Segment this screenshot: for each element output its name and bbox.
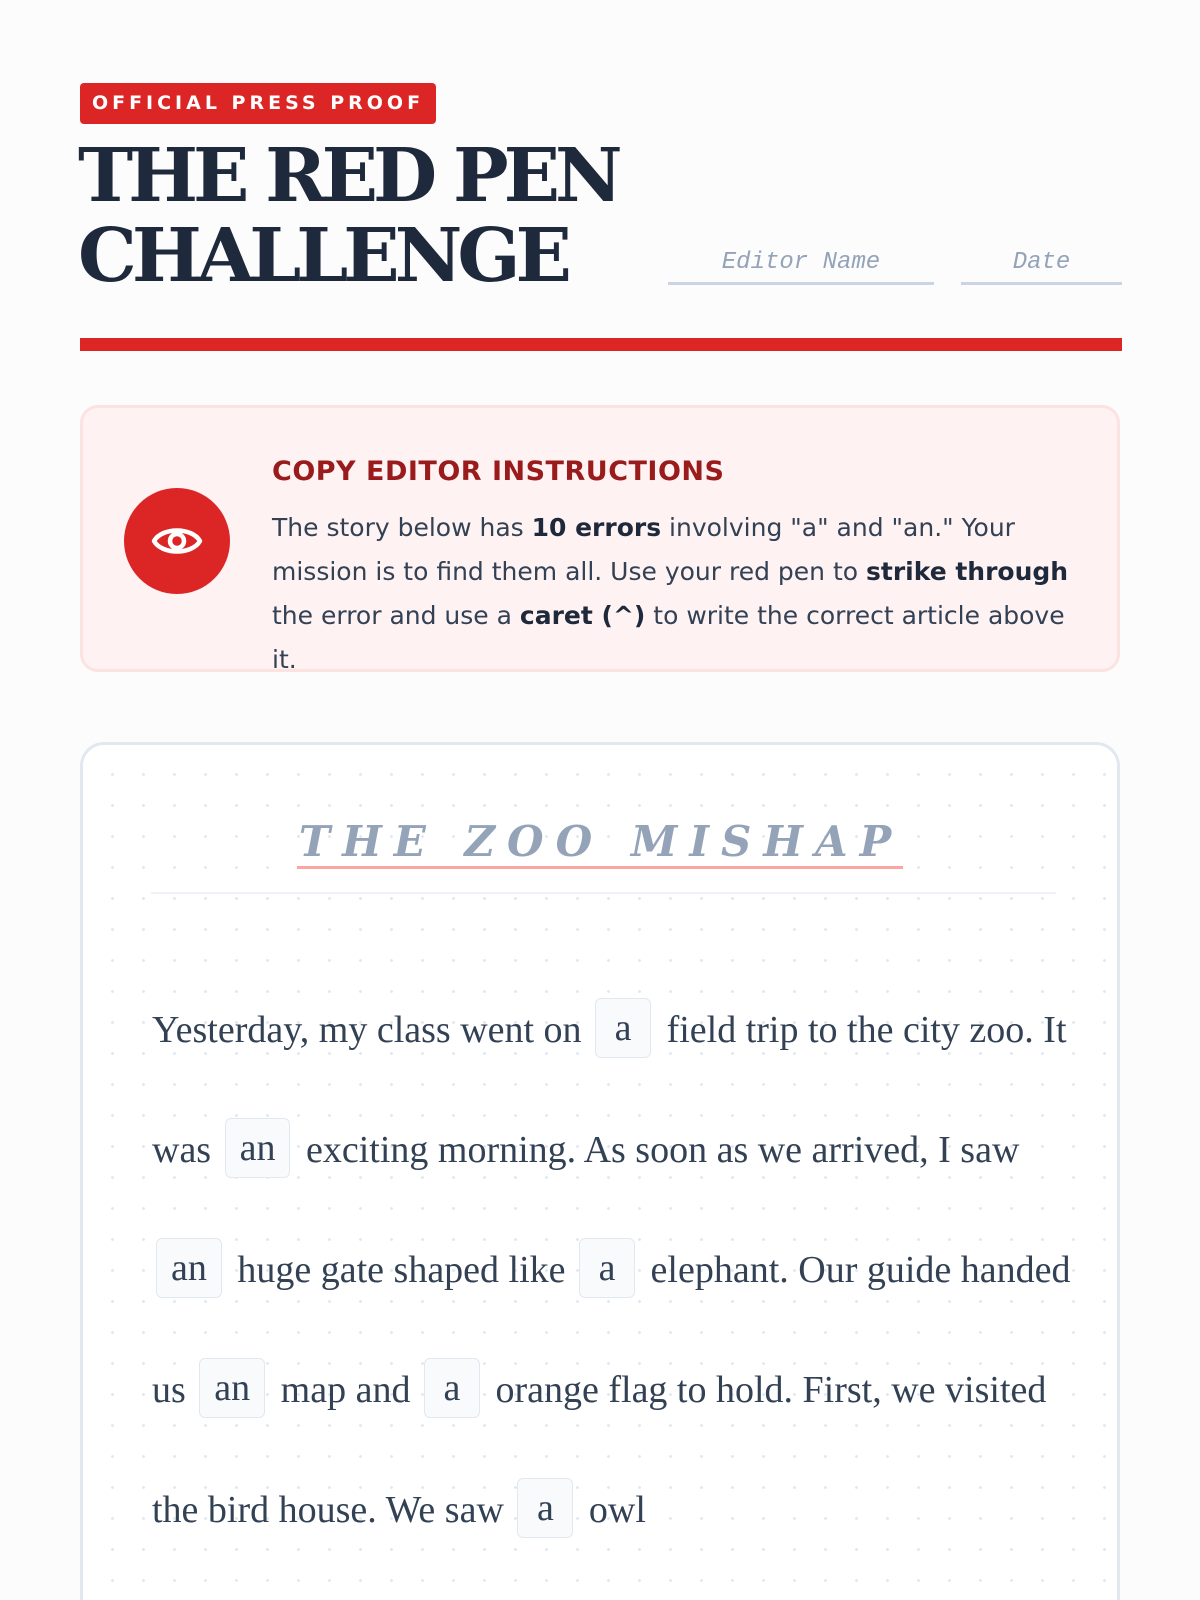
story-text bbox=[152, 970, 1072, 1570]
story-text-segment: exciting morning. As soon as we arrived, I saw bbox=[296, 1129, 1020, 1171]
caret-term: caret (^) bbox=[519, 601, 646, 630]
press-proof-badge: OFFICIAL PRESS PROOF bbox=[80, 83, 436, 124]
article-word[interactable]: a bbox=[595, 998, 651, 1058]
story-text-segment: orange flag to hold. First, we visited the bird house. We saw bbox=[152, 1369, 1047, 1531]
error-count: 10 errors bbox=[531, 513, 662, 542]
article-word[interactable]: an bbox=[225, 1118, 291, 1178]
story-text-segment: Yesterday, my class went on bbox=[152, 1009, 592, 1051]
editor-name-field[interactable]: Editor Name bbox=[668, 246, 934, 285]
date-field[interactable]: Date bbox=[961, 246, 1122, 285]
page-title-line-2: CHALLENGE bbox=[78, 213, 567, 299]
story-title: THE ZOO MISHAP bbox=[83, 817, 1117, 869]
instructions-panel bbox=[80, 405, 1120, 672]
article-word[interactable]: an bbox=[199, 1358, 265, 1418]
story-card bbox=[80, 742, 1120, 1600]
article-word[interactable]: a bbox=[579, 1238, 635, 1298]
eye-icon bbox=[124, 488, 230, 594]
article-word[interactable]: an bbox=[156, 1238, 222, 1298]
instructions-text: The story below has 10 errors involving "a" and "an." Your mission is to find them all. Use your red pen to strike through the error and use a caret (^) to write the correct article above it. bbox=[272, 513, 1069, 674]
story-divider bbox=[151, 892, 1056, 894]
story-text-segment: owl bbox=[579, 1489, 646, 1531]
story-text-segment: elephant. Our guide handed us bbox=[152, 1249, 1071, 1411]
instructions-heading: COPY EDITOR INSTRUCTIONS bbox=[272, 456, 725, 487]
page-title-line-1: THE RED PEN bbox=[78, 133, 618, 219]
story-text-segment: map and bbox=[271, 1369, 420, 1411]
article-word[interactable]: a bbox=[517, 1478, 573, 1538]
story-text-segment: field trip to the city zoo. It was bbox=[152, 1009, 1067, 1171]
strike-through-term: strike through bbox=[866, 557, 1069, 586]
story-text-segment: huge gate shaped like bbox=[227, 1249, 576, 1291]
page-title bbox=[78, 133, 638, 299]
article-word[interactable]: a bbox=[424, 1358, 480, 1418]
header-divider bbox=[80, 338, 1122, 351]
